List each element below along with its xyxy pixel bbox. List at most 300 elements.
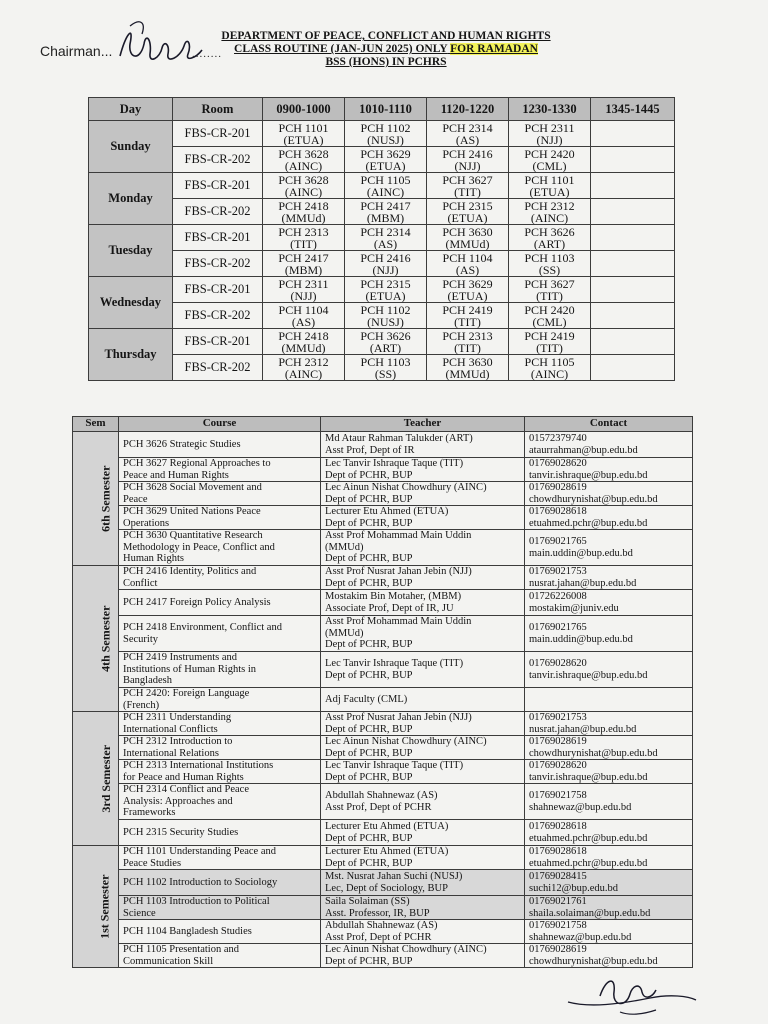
course-line: PCH 2420: Foreign Language (123, 688, 250, 699)
course-line: Analysis: Approaches and (123, 795, 233, 807)
course-row (73, 506, 693, 530)
empty-slot-cell (591, 277, 675, 303)
contact-line: chowdhurynishat@bup.edu.bd (529, 955, 658, 967)
teacher-code: (TIT) (290, 236, 317, 251)
teacher-cell (321, 736, 525, 760)
course-code: PCH 2418 (278, 328, 329, 343)
contact-line: etuahmed.pchr@bup.edu.bd (529, 517, 648, 529)
header-room: Room (173, 98, 263, 121)
class-slot-cell (427, 303, 509, 329)
teacher-line: Mst. Nusrat Jahan Suchi (NUSJ) (325, 871, 463, 882)
day-cell: Monday (89, 173, 173, 225)
contact-cell (525, 846, 693, 870)
contact-line: 01769028619 (529, 736, 587, 747)
room-cell: FBS-CR-201 (173, 173, 263, 199)
class-slot-cell (509, 225, 591, 251)
contact-line: chowdhurynishat@bup.edu.bd (529, 493, 658, 505)
teacher-code: (TIT) (454, 314, 481, 329)
course-line: Science (123, 907, 156, 919)
teacher-line: Abdullah Shahnewaz (AS) (325, 920, 438, 931)
routine-row (89, 329, 675, 355)
course-code: PCH 1102 (360, 120, 411, 135)
course-code: PCH 2416 (360, 250, 411, 265)
routine-row (89, 173, 675, 199)
contact-cell (525, 870, 693, 896)
class-slot-cell (509, 147, 591, 173)
teacher-line: Lecturer Etu Ahmed (ETUA) (325, 846, 449, 857)
course-line: PCH 2312 Introduction to (123, 736, 233, 747)
contact-line: 01769021753 (529, 566, 587, 577)
room-cell: FBS-CR-201 (173, 225, 263, 251)
course-code: PCH 1102 (360, 302, 411, 317)
teacher-cell (321, 530, 525, 566)
course-row (73, 652, 693, 688)
contact-cell (525, 896, 693, 920)
teacher-line: Asst Prof Mohammad Main Uddin (325, 530, 472, 542)
contact-cell (525, 920, 693, 944)
course-code: PCH 1103 (524, 250, 575, 265)
contact-line: shahnewaz@bup.edu.bd (529, 931, 632, 943)
day-cell: Sunday (89, 121, 173, 173)
teacher-code: (TIT) (454, 340, 481, 355)
contact-line: etuahmed.pchr@bup.edu.bd (529, 857, 648, 869)
course-row (73, 760, 693, 784)
teacher-cell (321, 896, 525, 920)
teacher-line: Asst. Professor, IR, BUP (325, 907, 430, 919)
class-slot-cell (263, 121, 345, 147)
header-slot-4: 1230-1330 (509, 98, 591, 121)
course-code: PCH 2314 (360, 224, 411, 239)
course-code: PCH 1101 (278, 120, 329, 135)
teacher-cell (321, 506, 525, 530)
course-row (73, 590, 693, 616)
teacher-code: (MMUd) (281, 210, 326, 225)
course-cell (119, 920, 321, 944)
course-line: for Peace and Human Rights (123, 771, 244, 783)
teacher-cell (321, 688, 525, 712)
teacher-line: Dept of PCHR, BUP (325, 771, 413, 783)
teacher-code: (ETUA) (365, 158, 406, 173)
course-line: PCH 3630 Quantitative Research (123, 530, 263, 542)
course-line: PCH 1102 Introduction to Sociology (123, 876, 278, 888)
course-code: PCH 2311 (278, 276, 329, 291)
teacher-line: Dept of PCHR, BUP (325, 669, 413, 681)
empty-slot-cell (591, 329, 675, 355)
course-cell (119, 506, 321, 530)
contact-cell (525, 760, 693, 784)
course-line: PCH 3627 Regional Approaches to (123, 458, 271, 469)
teacher-line: Dept of PCHR, BUP (325, 639, 413, 651)
contact-line: 01769028619 (529, 944, 587, 955)
teacher-cell (321, 760, 525, 784)
course-code: PCH 3627 (442, 172, 493, 187)
teacher-code: (TIT) (536, 340, 563, 355)
header-teacher: Teacher (321, 417, 525, 432)
teacher-line: Asst Prof, Dept of PCHR (325, 931, 432, 943)
teacher-line: Dept of PCHR, BUP (325, 857, 413, 869)
header-day: Day (89, 98, 173, 121)
room-cell: FBS-CR-202 (173, 303, 263, 329)
course-cell (119, 760, 321, 784)
teacher-line: Lec Ainun Nishat Chowdhury (AINC) (325, 944, 487, 955)
contact-line: 01769021761 (529, 896, 587, 907)
course-row (73, 530, 693, 566)
teacher-cell (321, 590, 525, 616)
course-code: PCH 1103 (360, 354, 411, 369)
teacher-line: Lecturer Etu Ahmed (ETUA) (325, 821, 449, 832)
teacher-code: (AS) (455, 132, 480, 147)
room-cell: FBS-CR-202 (173, 251, 263, 277)
teacher-code: (NUSJ) (367, 132, 404, 147)
contact-cell (525, 820, 693, 846)
teacher-line: Lec Tanvir Ishraque Taque (TIT) (325, 658, 464, 669)
contact-line: 01769021758 (529, 790, 587, 801)
teacher-code: (AINC) (284, 366, 323, 381)
course-code: PCH 3630 (442, 354, 493, 369)
course-row (73, 688, 693, 712)
course-cell (119, 482, 321, 506)
teacher-line: Lec, Dept of Sociology, BUP (325, 882, 448, 894)
contact-cell (525, 590, 693, 616)
course-cell (119, 870, 321, 896)
header-course: Course (119, 417, 321, 432)
routine-header-row (89, 98, 675, 121)
header-contact: Contact (525, 417, 693, 432)
header-slot-1: 0900-1000 (263, 98, 345, 121)
contact-line: shaila.solaiman@bup.edu.bd (529, 907, 651, 919)
course-line: Communication Skill (123, 955, 214, 967)
course-line: Operations (123, 517, 170, 529)
course-row (73, 920, 693, 944)
teacher-line: Adj Faculty (CML) (325, 693, 408, 705)
teacher-cell (321, 482, 525, 506)
class-slot-cell (263, 303, 345, 329)
course-header-row (73, 417, 693, 432)
class-slot-cell (427, 251, 509, 277)
ramadan-highlight: FOR RAMADAN (450, 43, 538, 55)
teacher-code: (NJJ) (536, 132, 563, 147)
course-line: PCH 1105 Presentation and (123, 944, 239, 955)
teacher-line: Dept of PCHR, BUP (325, 469, 413, 481)
course-code: PCH 2420 (524, 302, 575, 317)
contact-line: nusrat.jahan@bup.edu.bd (529, 723, 637, 735)
contact-cell (525, 688, 693, 712)
course-line: Bangladesh (123, 675, 172, 687)
course-code: PCH 2419 (442, 302, 493, 317)
course-line: PCH 1104 Bangladesh Studies (123, 925, 252, 937)
title-program: BSS (HONS) IN PCHRS (325, 56, 447, 68)
teacher-line: Lec Ainun Nishat Chowdhury (AINC) (325, 736, 487, 747)
course-code: PCH 3630 (442, 224, 493, 239)
teacher-line: (MMUd) (325, 541, 364, 553)
teacher-line: Saila Solaiman (SS) (325, 896, 410, 907)
course-line: PCH 1101 Understanding Peace and (123, 846, 276, 857)
teacher-cell (321, 432, 525, 458)
teacher-code: (SS) (374, 366, 397, 381)
course-cell (119, 944, 321, 968)
day-cell: Thursday (89, 329, 173, 381)
class-slot-cell (263, 277, 345, 303)
teacher-line: Asst Prof, Dept of PCHR (325, 801, 432, 813)
contact-line: 01769021765 (529, 622, 587, 633)
teacher-code: (NUSJ) (367, 314, 404, 329)
teacher-code: (NJJ) (454, 158, 481, 173)
course-cell (119, 616, 321, 652)
header-sem: Sem (73, 417, 119, 432)
room-cell: FBS-CR-202 (173, 355, 263, 381)
course-code: PCH 2416 (442, 146, 493, 161)
class-slot-cell (427, 121, 509, 147)
contact-line: 01769028620 (529, 658, 587, 669)
routine-row (89, 277, 675, 303)
course-row (73, 616, 693, 652)
day-cell: Tuesday (89, 225, 173, 277)
empty-slot-cell (591, 251, 675, 277)
room-cell: FBS-CR-201 (173, 277, 263, 303)
teacher-code: (AS) (373, 236, 398, 251)
course-line: Methodology in Peace, Conflict and (123, 541, 275, 553)
teacher-line: Dept of PCHR, BUP (325, 723, 413, 735)
semester-label: 3rd Semester (99, 744, 114, 813)
course-line: PCH 2418 Environment, Conflict and (123, 622, 282, 633)
contact-line: ataurrahman@bup.edu.bd (529, 444, 638, 456)
course-code: PCH 2314 (442, 120, 493, 135)
course-code: PCH 3629 (442, 276, 493, 291)
teacher-line: Asst Prof Nusrat Jahan Jebin (NJJ) (325, 712, 472, 723)
class-slot-cell (345, 147, 427, 173)
course-code: PCH 1105 (524, 354, 575, 369)
course-row (73, 896, 693, 920)
teacher-code: (AS) (455, 262, 480, 277)
teacher-line: Lec Tanvir Ishraque Taque (TIT) (325, 458, 464, 469)
teacher-cell (321, 920, 525, 944)
teacher-code: (MMUd) (281, 340, 326, 355)
class-slot-cell (345, 355, 427, 381)
course-code: PCH 1101 (524, 172, 575, 187)
class-slot-cell (263, 173, 345, 199)
contact-cell (525, 432, 693, 458)
contact-line: shahnewaz@bup.edu.bd (529, 801, 632, 813)
teacher-code: (SS) (538, 262, 561, 277)
contact-line: 01769028618 (529, 506, 587, 517)
teacher-code: (ART) (369, 340, 402, 355)
class-slot-cell (345, 277, 427, 303)
teacher-line: Dept of PCHR, BUP (325, 955, 413, 967)
course-row (73, 458, 693, 482)
contact-cell (525, 616, 693, 652)
class-slot-cell (509, 329, 591, 355)
class-slot-cell (509, 173, 591, 199)
course-code: PCH 2311 (524, 120, 575, 135)
contact-line: nusrat.jahan@bup.edu.bd (529, 577, 637, 589)
teacher-cell (321, 652, 525, 688)
routine-row (89, 303, 675, 329)
course-row (73, 566, 693, 590)
contact-cell (525, 784, 693, 820)
class-slot-cell (345, 173, 427, 199)
room-cell: FBS-CR-201 (173, 121, 263, 147)
contact-line: 01572379740 (529, 433, 587, 444)
teacher-code: (MMUd) (445, 366, 490, 381)
course-line: PCH 3626 Strategic Studies (123, 438, 241, 450)
course-code: PCH 3627 (524, 276, 575, 291)
teacher-cell (321, 846, 525, 870)
class-slot-cell (427, 355, 509, 381)
course-code: PCH 1105 (360, 172, 411, 187)
contact-line: 01769028618 (529, 846, 587, 857)
course-row (73, 482, 693, 506)
class-slot-cell (263, 251, 345, 277)
teacher-line: Asst Prof, Dept of IR (325, 444, 415, 456)
course-line: Peace and Human Rights (123, 469, 229, 481)
class-slot-cell (427, 277, 509, 303)
routine-row (89, 121, 675, 147)
course-code: PCH 3626 (524, 224, 575, 239)
course-code: PCH 2419 (524, 328, 575, 343)
routine-row (89, 355, 675, 381)
course-code: PCH 2312 (524, 198, 575, 213)
course-cell (119, 566, 321, 590)
course-code: PCH 3626 (360, 328, 411, 343)
course-row (73, 736, 693, 760)
teacher-code: (AINC) (284, 158, 323, 173)
course-code: PCH 2312 (278, 354, 329, 369)
class-slot-cell (345, 329, 427, 355)
contact-cell (525, 944, 693, 968)
empty-slot-cell (591, 147, 675, 173)
teacher-line: Lec Ainun Nishat Chowdhury (AINC) (325, 482, 487, 493)
contact-cell (525, 458, 693, 482)
class-slot-cell (427, 225, 509, 251)
teacher-line: Md Ataur Rahman Talukder (ART) (325, 433, 473, 444)
teacher-line: Dept of PCHR, BUP (325, 577, 413, 589)
semester-cell (73, 566, 119, 712)
room-cell: FBS-CR-202 (173, 199, 263, 225)
header-slot-2: 1010-1110 (345, 98, 427, 121)
course-code: PCH 2420 (524, 146, 575, 161)
course-code: PCH 3628 (278, 172, 329, 187)
course-teacher-table (72, 416, 693, 968)
teacher-code: (CML) (532, 314, 567, 329)
empty-slot-cell (591, 121, 675, 147)
contact-line: 01726226008 (529, 591, 587, 602)
teacher-cell (321, 870, 525, 896)
teacher-line: Dept of PCHR, BUP (325, 517, 413, 529)
class-slot-cell (509, 303, 591, 329)
class-slot-cell (345, 225, 427, 251)
contact-line: 01769021765 (529, 536, 587, 547)
course-cell (119, 458, 321, 482)
contact-line: tanvir.ishraque@bup.edu.bd (529, 469, 648, 481)
course-code: PCH 2417 (360, 198, 411, 213)
course-line: PCH 3629 United Nations Peace (123, 506, 261, 517)
course-code: PCH 1104 (442, 250, 493, 265)
contact-cell (525, 652, 693, 688)
course-line: Conflict (123, 577, 158, 589)
course-cell (119, 820, 321, 846)
course-line: International Relations (123, 747, 219, 759)
class-slot-cell (345, 251, 427, 277)
room-cell: FBS-CR-202 (173, 147, 263, 173)
course-code: PCH 2313 (278, 224, 329, 239)
course-line: PCH 1103 Introduction to Political (123, 896, 270, 907)
course-code: PCH 2313 (442, 328, 493, 343)
teacher-code: (NJJ) (290, 288, 317, 303)
course-line: Peace (123, 493, 148, 505)
chairman-label: Chairman... (40, 43, 113, 59)
class-slot-cell (509, 277, 591, 303)
teacher-line: Abdullah Shahnewaz (AS) (325, 790, 438, 801)
contact-line: 01769028620 (529, 458, 587, 469)
routine-row (89, 199, 675, 225)
contact-line: tanvir.ishraque@bup.edu.bd (529, 771, 648, 783)
day-cell: Wednesday (89, 277, 173, 329)
course-line: Frameworks (123, 807, 176, 819)
teacher-cell (321, 458, 525, 482)
class-slot-cell (509, 121, 591, 147)
teacher-code: (NJJ) (372, 262, 399, 277)
teacher-line: Dept of PCHR, BUP (325, 493, 413, 505)
course-line: (French) (123, 699, 160, 711)
course-row (73, 944, 693, 968)
teacher-line: Associate Prof, Dept of IR, JU (325, 602, 454, 614)
teacher-code: (CML) (532, 158, 567, 173)
semester-label: 4th Semester (98, 605, 113, 672)
routine-row (89, 147, 675, 173)
course-cell (119, 712, 321, 736)
course-line: Human Rights (123, 553, 184, 565)
teacher-code: (ART) (533, 236, 566, 251)
routine-row (89, 251, 675, 277)
teacher-code: (ETUA) (447, 210, 488, 225)
course-cell (119, 652, 321, 688)
semester-label: 1st Semester (97, 874, 112, 939)
course-row (73, 820, 693, 846)
course-cell (119, 688, 321, 712)
class-slot-cell (509, 199, 591, 225)
course-code: PCH 1104 (278, 302, 329, 317)
teacher-code: (MBM) (284, 262, 323, 277)
teacher-line: Lec Tanvir Ishraque Taque (TIT) (325, 760, 464, 771)
teacher-cell (321, 784, 525, 820)
course-line: Institutions of Human Rights in (123, 663, 257, 675)
empty-slot-cell (591, 199, 675, 225)
contact-cell (525, 506, 693, 530)
contact-cell (525, 736, 693, 760)
teacher-code: (MMUd) (445, 236, 490, 251)
course-code: PCH 2315 (360, 276, 411, 291)
teacher-cell (321, 820, 525, 846)
header-slot-5: 1345-1445 (591, 98, 675, 121)
course-code: PCH 3629 (360, 146, 411, 161)
teacher-line: Mostakim Bin Motaher, (MBM) (325, 591, 462, 602)
course-row (73, 870, 693, 896)
course-cell (119, 590, 321, 616)
contact-line: 01769028620 (529, 760, 587, 771)
course-cell (119, 432, 321, 458)
teacher-code: (MBM) (366, 210, 405, 225)
course-cell (119, 896, 321, 920)
contact-line: chowdhurynishat@bup.edu.bd (529, 747, 658, 759)
course-row (73, 712, 693, 736)
course-line: PCH 2314 Conflict and Peace (123, 784, 249, 796)
course-line: PCH 2313 International Institutions (123, 760, 274, 771)
document-title (186, 30, 586, 69)
teacher-code: (AINC) (366, 184, 405, 199)
course-line: PCH 3628 Social Movement and (123, 482, 262, 493)
contact-line: main.uddin@bup.edu.bd (529, 633, 633, 645)
course-line: International Conflicts (123, 723, 218, 735)
